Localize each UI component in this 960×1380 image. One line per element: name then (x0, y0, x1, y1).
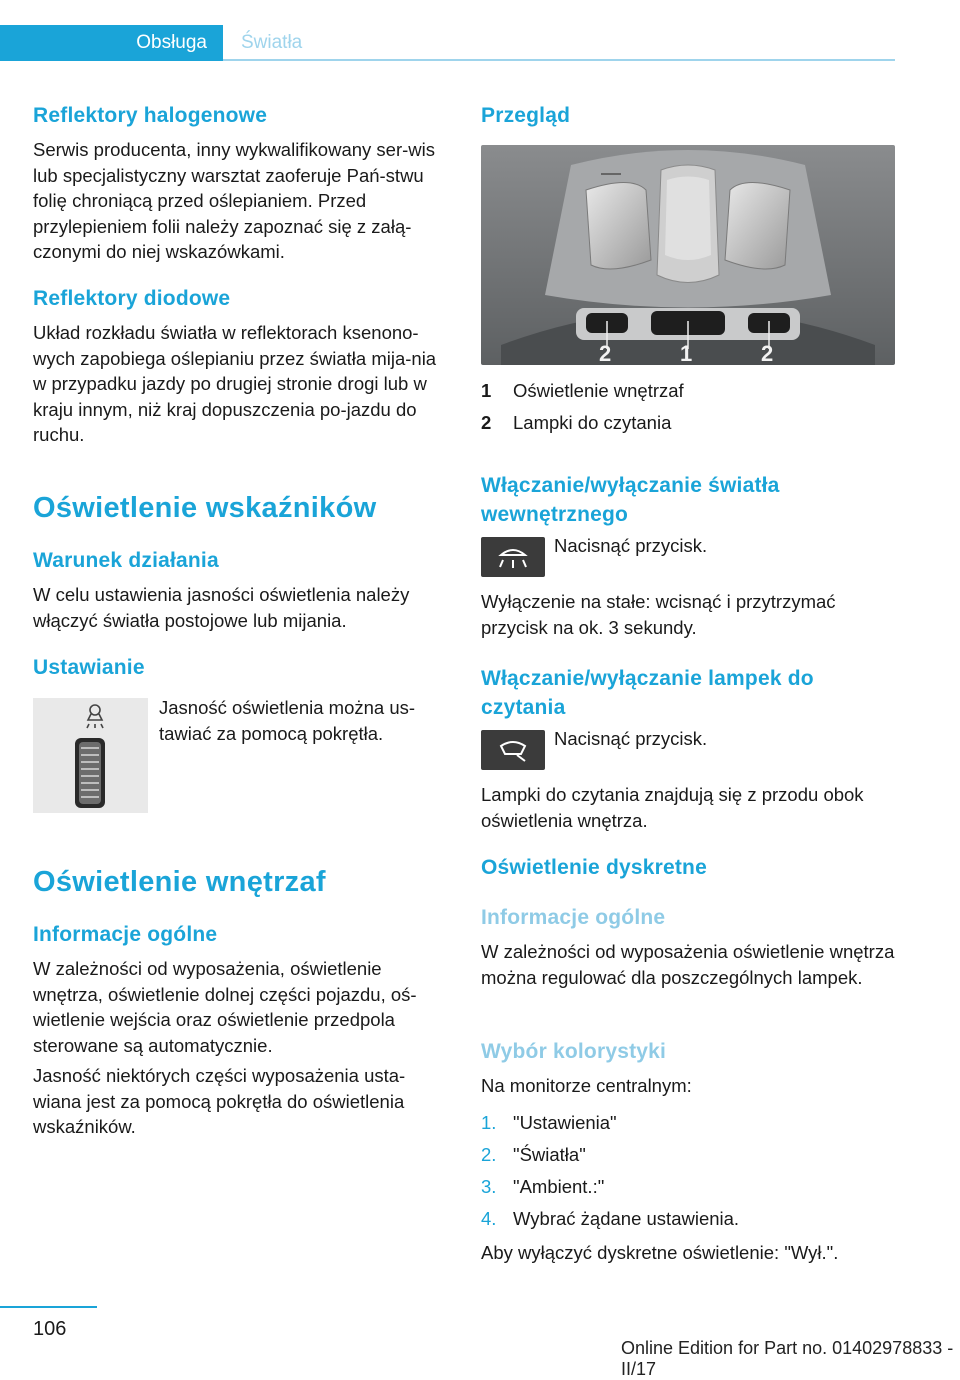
photo-legend (481, 378, 895, 442)
dimmer-wheel-icon (33, 698, 148, 813)
reading-switch-title: Włączanie/wyłączanie lampek do czytania (481, 667, 814, 719)
setting-text: Jasność oświetlenia można us‐tawiać za pomocą pokrętła. (159, 697, 416, 744)
reading-switch-text: Lampki do czytania znajdują się z przodu obok oświetlenia wnętrza. (481, 784, 864, 831)
section-label: Obsługa (136, 32, 207, 53)
legend-value: Oświetlenie wnętrzaf (513, 380, 684, 401)
reading-light-button-icon (481, 730, 545, 770)
photo-label-right: 2 (761, 341, 774, 365)
discreet-off-text: Aby wyłączyć dyskretne oświetlenie: "Wył.". (481, 1242, 839, 1263)
halogen-title: Reflektory halogenowe (33, 104, 268, 127)
step-text: "Światła" (513, 1144, 586, 1165)
step-number: 1. (481, 1112, 497, 1133)
step-number: 2. (481, 1144, 497, 1165)
color-selection-steps (481, 1110, 895, 1238)
interior-switch-action: Nacisnąć przycisk. (554, 535, 708, 556)
condition-title: Warunek działania (33, 549, 219, 572)
page-number: 106 (33, 1318, 67, 1340)
overview-title: Przegląd (481, 104, 571, 127)
discreet-title: Oświetlenie dyskretne (481, 856, 707, 879)
interior-switch-text: Wyłączenie na stałe: wcisnąć i przytrzymać przycisk na ok. 3 sekundy. (481, 591, 836, 638)
step-item (481, 1206, 895, 1238)
reading-lamp-icon (481, 730, 545, 770)
step-item (481, 1174, 895, 1206)
interior-general-text-1: W zależności od wyposażenia, oświetlenie wnętrza, oświetlenie dolnej części pojazdu, oś‐wietlenie wejścia oraz oświetlenie przedpola sterowane są automatycznie. (33, 958, 417, 1056)
legend-key: 2 (481, 412, 492, 433)
indicator-lighting-heading: Oświetlenie wskaźników (33, 492, 377, 524)
color-selection-intro: Na monitorze centralnym: (481, 1075, 692, 1096)
overhead-console-photo (481, 145, 895, 365)
diode-text: Układ rozkładu światła w reflektorach ksenono‐wych zapobiega oślepianiu przez światła mija‐nia w przypadku jazdy po drugiej stronie drogi lub w kraju innym, niż kraj dopuszczenia po‐jazdu do ruchu. (33, 322, 437, 445)
interior-general-text-2: Jasność niektórych części wyposażenia usta‐wiana jest za pomocą pokrętła do oświetlenia wskaźników. (33, 1065, 406, 1137)
interior-general-title: Informacje ogólne (33, 923, 218, 946)
chapter-label: Światła (241, 32, 303, 53)
interior-lighting-heading: Oświetlenie wnętrzaf (33, 866, 326, 898)
diode-title: Reflektory diodowe (33, 287, 231, 310)
reading-switch-action: Nacisnąć przycisk. (554, 728, 708, 749)
color-selection-title: Wybór kolorystyki (481, 1040, 667, 1063)
discreet-general-title: Informacje ogólne (481, 906, 666, 929)
legend-key: 1 (481, 380, 492, 401)
photo-label-left: 2 (599, 341, 612, 365)
step-text: "Ambient.:" (513, 1176, 605, 1197)
photo-label-center: 1 (680, 341, 693, 365)
section-tab[interactable] (0, 25, 223, 61)
chapter-tab[interactable] (241, 25, 302, 61)
overhead-console-illustration (481, 145, 895, 365)
footer-rule (0, 1306, 97, 1308)
condition-text: W celu ustawienia jasności oświetlenia należy włączyć światła postojowe lub mijania. (33, 584, 410, 631)
step-number: 4. (481, 1208, 497, 1229)
edition-footer: Online Edition for Part no. 01402978833 - II/17 (621, 1338, 954, 1379)
header-rule (223, 59, 895, 61)
dome-light-icon (481, 537, 545, 577)
page-header (0, 25, 895, 61)
step-item (481, 1142, 895, 1174)
discreet-general-text: W zależności od wyposażenia oświetlenie wnętrza można regulować dla poszczególnych lampek. (481, 941, 895, 988)
legend-value: Lampki do czytania (513, 412, 672, 433)
step-text: Wybrać żądane ustawienia. (513, 1208, 740, 1229)
step-text: "Ustawienia" (513, 1112, 617, 1133)
legend-item (481, 378, 895, 410)
interior-light-button-icon (481, 537, 545, 577)
halogen-text: Serwis producenta, inny wykwalifikowany ser‐wis lub specjalistyczny warsztat zaoferuje Pań‐stwu folię chroniącą przed oślepianiem. Przed przylepieniem folii należy zapoznać się z załą‐czonymi do niej wskazówkami. (33, 139, 436, 262)
legend-item (481, 410, 895, 442)
step-number: 3. (481, 1176, 497, 1197)
step-item (481, 1110, 895, 1142)
interior-switch-title: Włączanie/wyłączanie światła wewnętrznego (481, 474, 780, 526)
dimmer-wheel-image (33, 698, 148, 813)
setting-title: Ustawianie (33, 656, 145, 679)
